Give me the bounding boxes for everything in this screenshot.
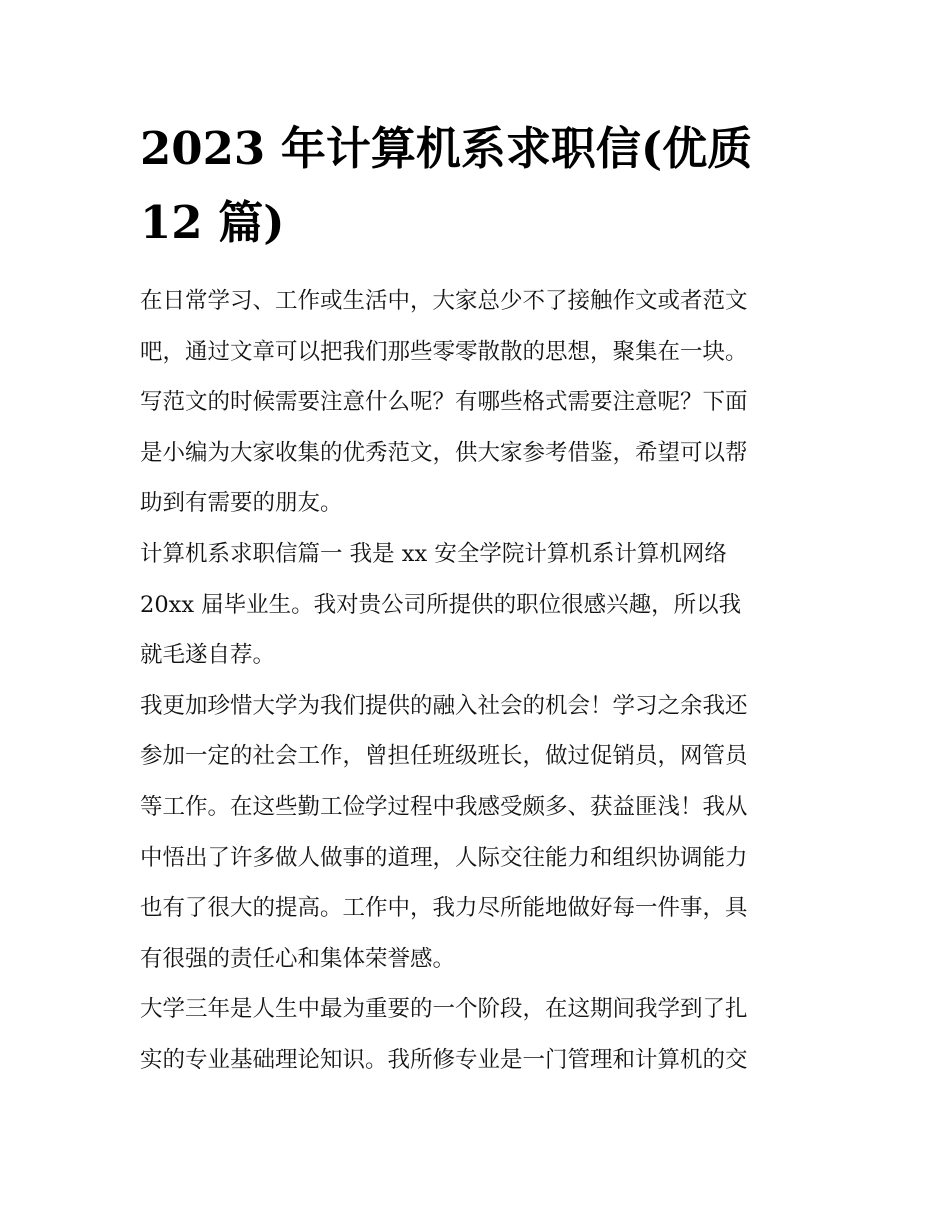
title-line: 2023 年计算机系求职信(优质 (140, 122, 753, 175)
document-body (140, 276, 830, 1086)
text-line: 我更加珍惜大学为我们提供的融入社会的机会！学习之余我还 (140, 692, 748, 719)
text-line: 有很强的责任心和集体荣誉感。 (140, 945, 456, 972)
text-line: 20xx 届毕业生。我对贵公司所提供的职位很感兴趣，所以我 (140, 591, 742, 618)
education-paragraph (140, 984, 830, 1085)
text-line: 中悟出了许多做人做事的道理，人际交往能力和组织协调能力 (140, 844, 748, 871)
text-line: 就毛遂自荐。 (140, 642, 276, 669)
text-line: 是小编为大家收集的优秀范文，供大家参考借鉴，希望可以帮 (140, 439, 748, 466)
text-line: 实的专业基础理论知识。我所修专业是一门管理和计算机的交 (140, 1046, 748, 1073)
text-line: 吧，通过文章可以把我们那些零零散散的思想，聚集在一块。 (140, 338, 748, 365)
text-line: 等工作。在这些勤工俭学过程中我感受颇多、获益匪浅！我从 (140, 793, 748, 820)
text-line: 助到有需要的朋友。 (140, 490, 343, 517)
text-line: 在日常学习、工作或生活中，大家总少不了接触作文或者范文 (140, 288, 748, 314)
text-line: 也有了很大的提高。工作中，我力尽所能地做好每一件事，具 (140, 895, 748, 922)
document-title (140, 112, 820, 260)
text-line: 计算机系求职信篇一 我是 xx 安全学院计算机系计算机网络 (140, 540, 727, 567)
title-line: 12 篇) (140, 196, 285, 249)
intro-paragraph (140, 276, 830, 529)
text-line: 写范文的时候需要注意什么呢？有哪些格式需要注意呢？下面 (140, 389, 748, 416)
text-line: 参加一定的社会工作，曾担任班级班长，做过促销员，网管员 (140, 743, 748, 770)
letter-opening-paragraph (140, 529, 830, 681)
experience-paragraph (140, 681, 830, 985)
text-line: 大学三年是人生中最为重要的一个阶段，在这期间我学到了扎 (140, 996, 748, 1023)
